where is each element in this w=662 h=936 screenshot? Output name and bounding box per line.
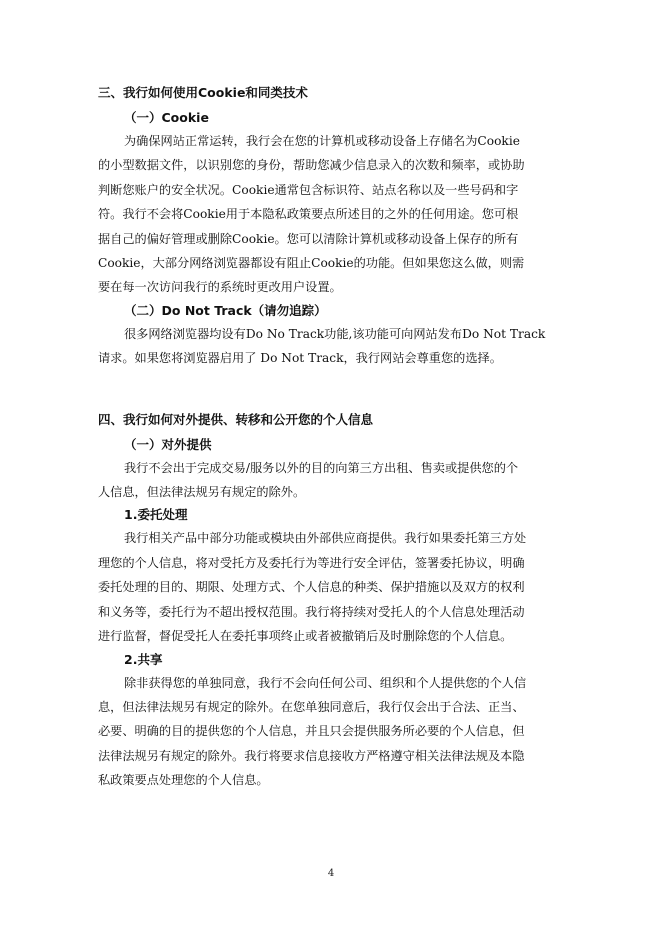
text-line: 法律法规另有规定的除外。我行将要求信息接收方严格遵守相关法律法规及本隐 — [98, 748, 525, 763]
text-line: 据自己的偏好管理或删除Cookie。您可以清除计算机或移动设备上保存的所有 — [98, 231, 519, 246]
text-line: 要在每一次访问我行的系统时更改用户设置。 — [98, 280, 342, 295]
text-line: 委托处理的目的、期限、处理方式、个人信息的种类、保护措施以及双方的权利 — [98, 580, 525, 595]
section-4-heading: 四、我行如何对外提供、转移和公开您的个人信息 — [98, 411, 374, 427]
text-line: 我行相关产品中部分功能或模块由外部供应商提供。我行如果委托第三方处 — [124, 531, 527, 546]
do-not-track-paragraph — [98, 322, 568, 371]
text-line: 除非获得您的单独同意，我行不会向任何公司、组织和个人提供您的个人信 — [124, 675, 527, 690]
text-line: 很多网络浏览器均设有Do No Track功能,该功能可向网站发布Do Not Track — [124, 326, 546, 341]
document-page — [98, 82, 568, 793]
text-line: 判断您账户的安全状况。Cookie通常包含标识符、站点名称以及一些号码和字 — [98, 182, 519, 197]
text-line: 息，但法律法规另有规定的除外。在您单独同意后，我行仅会出于合法、正当、 — [98, 699, 525, 714]
text-line: 人信息，但法律法规另有规定的除外。 — [98, 485, 306, 500]
text-line: 的小型数据文件，以识别您的身份，帮助您减少信息录入的次数和频率，或协助 — [98, 158, 525, 173]
page-number: 4 — [327, 868, 335, 879]
text-line: 必要、明确的目的提供您的个人信息，并且只会提供服务所必要的个人信息，但 — [98, 724, 525, 739]
subsection-do-not-track-heading: （二）Do Not Track（请勿追踪） — [124, 302, 327, 318]
entrusted-processing-paragraph — [98, 526, 568, 648]
text-line: 理您的个人信息，将对受托方及委托行为等进行安全评估，签署委托协议，明确 — [98, 555, 525, 570]
item-entrusted-processing-heading: 1.委托处理 — [124, 507, 188, 523]
text-line: 请求。如果您将浏览器启用了 Do Not Track，我行网站会尊重您的选择。 — [98, 351, 502, 366]
external-provision-paragraph — [98, 456, 568, 505]
text-line: Cookie，大部分网络浏览器都设有阻止Cookie的功能。但如果您这么做，则需 — [98, 256, 525, 271]
sharing-paragraph — [98, 671, 568, 793]
text-line: 我行不会出于完成交易/服务以外的目的向第三方出租、售卖或提供您的个 — [124, 460, 519, 475]
subsection-cookie-heading: （一）Cookie — [124, 110, 209, 125]
text-line: 符。我行不会将Cookie用于本隐私政策要点所述目的之外的任何用途。您可根 — [98, 207, 519, 222]
text-line: 私政策要点处理您的个人信息。 — [98, 773, 269, 788]
subsection-external-provision-heading: （一）对外提供 — [124, 436, 212, 452]
item-sharing-heading: 2.共享 — [124, 651, 163, 667]
cookie-paragraph — [98, 129, 568, 300]
text-line: 进行监督，督促受托人在委托事项终止或者被撤销后及时删除您的个人信息。 — [98, 629, 513, 644]
text-line: 为确保网站正常运转，我行会在您的计算机或移动设备上存储名为Cookie — [124, 134, 520, 148]
text-line: 和义务等，委托行为不超出授权范围。我行将持续对受托人的个人信息处理活动 — [98, 604, 525, 619]
section-3-heading: 三、我行如何使用Cookie和同类技术 — [98, 85, 308, 100]
